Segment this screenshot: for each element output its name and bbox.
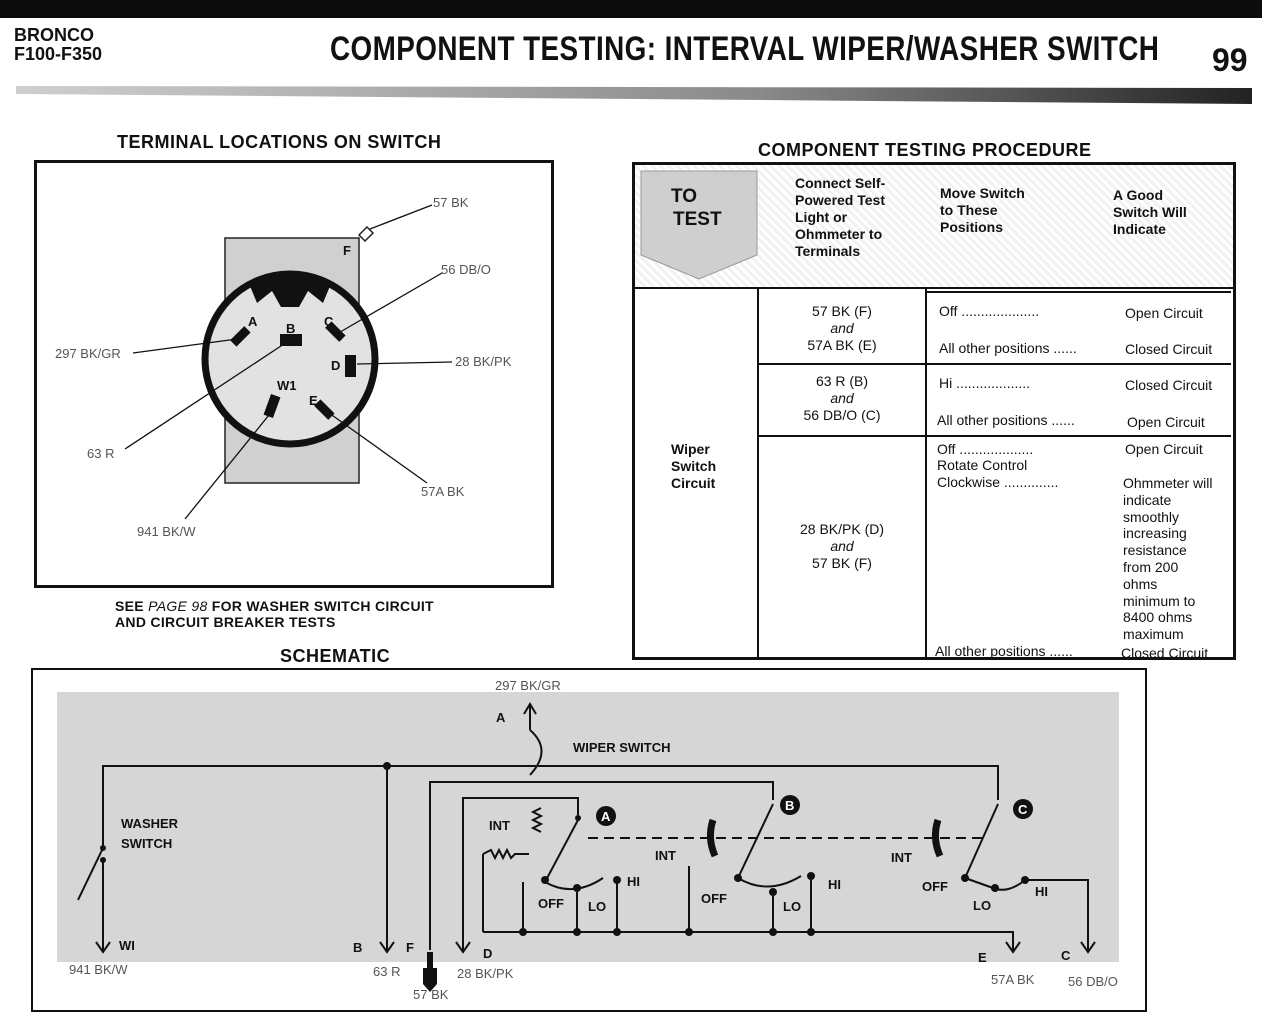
row1-pos2: All other positions ...... <box>939 340 1077 356</box>
schematic-terminal-b: B <box>353 940 363 955</box>
row1-pos1-text: Off <box>939 303 958 319</box>
int-label-c: INT <box>891 850 912 865</box>
col-connect-line: Terminals <box>795 243 861 259</box>
terminal-a-letter: A <box>248 314 258 329</box>
row2-pos2: All other positions ...... <box>937 412 1075 428</box>
schematic-terminal-w1: WI <box>119 938 135 953</box>
terminal-w1-letter: W1 <box>277 378 297 393</box>
row3-res-rotate-line: ohms <box>1123 575 1158 592</box>
procedure-table <box>632 162 1236 660</box>
note-rest: FOR WASHER SWITCH CIRCUIT <box>207 598 434 614</box>
wire-label-56dbo: 56 DB/O <box>441 262 491 277</box>
col-indicate-line: Indicate <box>1113 221 1166 237</box>
row3-rotate-line: Rotate Control <box>937 457 1028 473</box>
col-move-line: to These <box>940 202 998 218</box>
terminal-b-letter: B <box>286 321 296 336</box>
lo-label-a: LO <box>588 899 607 914</box>
wire-label-63r: 63 R <box>87 446 115 461</box>
page-title: COMPONENT TESTING: INTERVAL WIPER/WASHER SWITCH <box>330 30 1160 68</box>
note-line-2: AND CIRCUIT BREAKER TESTS <box>115 614 336 630</box>
row3-res-rotate-line: resistance <box>1123 542 1187 559</box>
col-connect-line: Ohmmeter to <box>795 226 883 242</box>
note-prefix: SEE <box>115 598 149 614</box>
contact-b-label: B <box>785 798 795 813</box>
wire-label-28bkpk: 28 BK/PK <box>455 354 512 369</box>
schematic-heading: SCHEMATIC <box>280 646 391 666</box>
washer-switch-label-1: WASHER <box>121 816 179 831</box>
schematic-wire-28bkpk: 28 BK/PK <box>457 966 514 981</box>
schematic-terminal-a: A <box>496 710 506 725</box>
to-test-line-1: TO <box>671 186 698 207</box>
terminal-locations-heading: TERMINAL LOCATIONS ON SWITCH <box>117 132 442 152</box>
contact-a-label: A <box>601 809 611 824</box>
row1-pos2-text: All other positions <box>939 340 1050 356</box>
row3-term1: 28 BK/PK (D) <box>799 521 885 537</box>
wire-label-941bkw: 941 BK/W <box>137 524 196 539</box>
col-move-line: Move Switch <box>940 185 1025 201</box>
page-number: 99 <box>1212 42 1248 78</box>
lo-label-c: LO <box>973 898 992 913</box>
lo-label-b: LO <box>783 899 802 914</box>
schematic-top-wire: 297 BK/GR <box>495 678 561 693</box>
terminal-d-letter: D <box>331 358 341 373</box>
terminal-f-letter: F <box>343 243 351 258</box>
col-indicate-header <box>1113 187 1187 238</box>
to-test-arrow-header <box>639 169 759 281</box>
row3-pos1: Off ................... <box>937 441 1034 457</box>
procedure-heading: COMPONENT TESTING PROCEDURE <box>758 140 1092 160</box>
row3-res-rotate <box>1123 475 1212 643</box>
circuit-name-line: Switch <box>671 458 717 474</box>
row3-pos1-text: Off <box>937 441 956 457</box>
row1-res2: Closed Circuit <box>1125 341 1213 357</box>
int-label-a: INT <box>489 818 510 833</box>
col-connect-line: Powered Test <box>795 192 885 208</box>
schematic-wire-941bkw: 941 BK/W <box>69 962 128 977</box>
schematic-wire-56dbo: 56 DB/O <box>1068 974 1118 989</box>
row2-pos2-text: All other positions <box>937 412 1048 428</box>
brand-line-2: F100-F350 <box>14 44 103 64</box>
top-black-bar <box>0 0 1262 18</box>
col-indicate-line: Switch Will <box>1113 204 1187 220</box>
schematic-wire-57abk: 57A BK <box>991 972 1035 987</box>
table-header <box>635 165 1233 289</box>
col-connect-line: Light or <box>795 209 848 225</box>
pin-d <box>345 355 356 377</box>
hi-label-b: HI <box>828 877 841 892</box>
schematic-wire-57bk: 57 BK <box>413 987 449 1002</box>
schematic-diagram <box>33 670 1145 1010</box>
row3-pos2: All other positions ...... <box>935 643 1073 659</box>
row3-rotate: Rotate Control Clockwise .............. <box>937 457 1059 490</box>
row3-res-rotate-line: minimum to <box>1123 592 1196 609</box>
row3-res-rotate-line: increasing <box>1123 525 1187 542</box>
row3-res-rotate-line: indicate <box>1123 491 1172 508</box>
col-move-line: Positions <box>940 219 1004 235</box>
row2-and: and <box>830 390 854 406</box>
hi-label-a: HI <box>627 874 640 889</box>
wiper-switch-label: WIPER SWITCH <box>573 740 671 755</box>
row3-res1: Open Circuit <box>1125 441 1203 457</box>
terminal-diagram-panel <box>34 160 554 588</box>
wire-label-297bkgr: 297 BK/GR <box>55 346 121 361</box>
row3-res-rotate-line: from 200 <box>1123 558 1179 575</box>
row3-and: and <box>830 538 854 554</box>
col-indicate-line: A Good <box>1113 187 1164 203</box>
row3-pos2-text: All other positions <box>935 643 1046 659</box>
header-rule <box>16 82 1252 104</box>
row3-res-rotate-line: maximum <box>1123 626 1184 643</box>
row1-term1: 57 BK (F) <box>812 303 872 319</box>
note-page-ref: PAGE 98 <box>148 598 208 614</box>
washer-switch-label-2: SWITCH <box>121 836 173 851</box>
schematic-terminal-e: E <box>978 950 987 965</box>
hi-label-c: HI <box>1035 884 1048 899</box>
row2-pos1: Hi ................... <box>939 375 1031 391</box>
terminal-c-letter: C <box>324 314 334 329</box>
table-divider <box>757 435 1231 437</box>
circuit-name-line: Wiper <box>671 441 710 457</box>
wire-label-57abk: 57A BK <box>421 484 465 499</box>
schematic-background <box>57 692 1119 962</box>
table-divider <box>757 363 1231 365</box>
row3-res-rotate-line: smoothly <box>1123 508 1180 525</box>
brand-line-1: BRONCO <box>14 25 94 45</box>
schematic-terminal-f: F <box>406 940 414 955</box>
row3-rotate-line: Clockwise <box>937 474 1001 490</box>
contact-c-label: C <box>1018 802 1028 817</box>
col-connect-header <box>795 175 885 260</box>
washer-note <box>115 598 434 630</box>
row2-term2: 56 DB/O (C) <box>803 407 881 423</box>
wire-label-57bk: 57 BK <box>433 195 469 210</box>
row1-pos1: Off .................... <box>939 303 1040 319</box>
row3-res2: Closed Circuit <box>1121 645 1209 661</box>
circuit-name <box>671 441 716 492</box>
row3-res-rotate-line: 8400 ohms <box>1123 609 1193 626</box>
schematic-terminal-c: C <box>1061 948 1071 963</box>
to-test-line-2: TEST <box>673 209 722 230</box>
schematic-panel <box>31 668 1147 1012</box>
row3-term2: 57 BK (F) <box>812 555 872 571</box>
row1-res1: Open Circuit <box>1125 305 1203 321</box>
terminal-e-letter: E <box>309 393 318 408</box>
schematic-wire-63r: 63 R <box>373 964 401 979</box>
switch-connector-diagram <box>37 163 551 585</box>
off-label-c: OFF <box>922 879 948 894</box>
row1-term2: 57A BK (E) <box>807 337 877 353</box>
col-move-header <box>940 185 1025 236</box>
row3-res-rotate-line: Ohmmeter will <box>1123 475 1213 491</box>
off-label-a: OFF <box>538 896 564 911</box>
row1-and: and <box>830 320 854 336</box>
table-divider <box>925 291 1231 293</box>
row3-terminals <box>759 521 925 572</box>
col-connect-line: Connect Self- <box>795 175 886 191</box>
brand-label <box>14 26 102 64</box>
row2-terminals <box>759 373 925 424</box>
off-label-b: OFF <box>701 891 727 906</box>
row1-terminals <box>759 303 925 354</box>
table-divider <box>925 287 927 659</box>
row2-term1: 63 R (B) <box>815 373 869 389</box>
int-label-b: INT <box>655 848 676 863</box>
circuit-name-line: Circuit <box>671 475 716 491</box>
row2-pos1-text: Hi <box>939 375 953 391</box>
row2-res2: Open Circuit <box>1127 414 1205 430</box>
schematic-terminal-d: D <box>483 946 493 961</box>
row2-res1: Closed Circuit <box>1125 377 1213 393</box>
